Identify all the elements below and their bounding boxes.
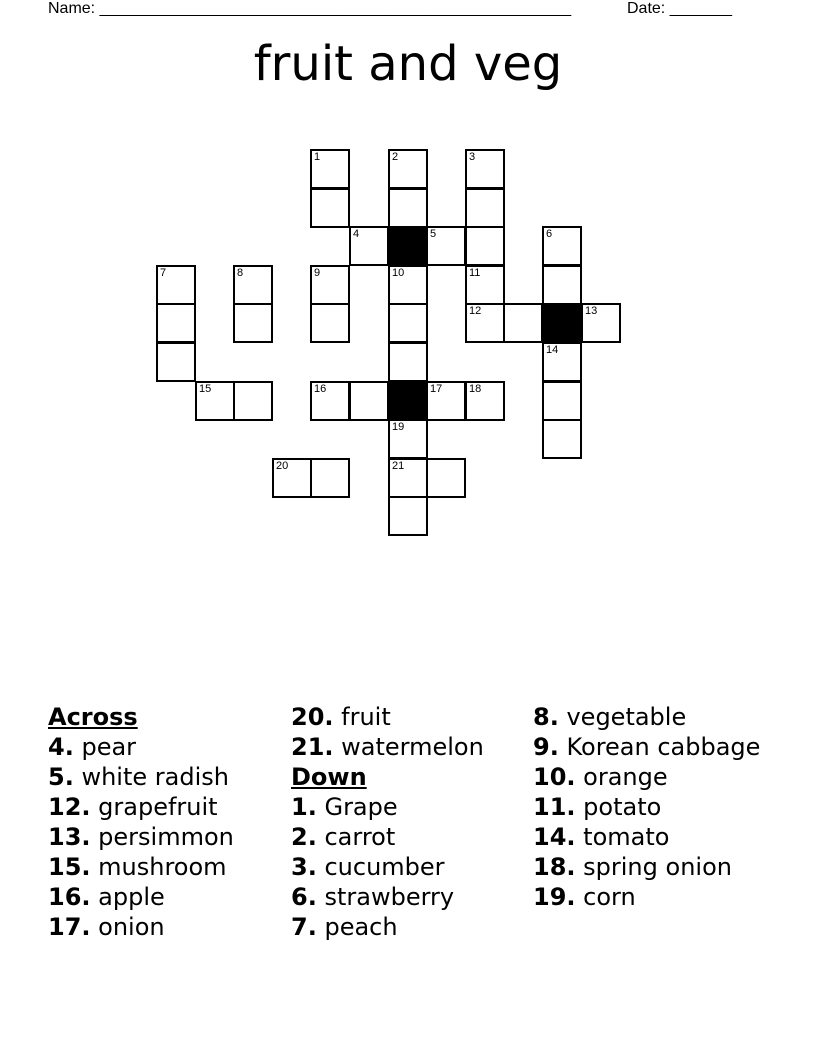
clue-item-text: spring onion: [583, 853, 732, 881]
grid-cell[interactable]: [349, 381, 389, 421]
clue-item-text: strawberry: [324, 883, 455, 911]
clue-item-text: grapefruit: [98, 793, 218, 821]
clue-item-text: tomato: [583, 823, 670, 851]
clue-number: 13: [585, 305, 598, 317]
grid-cell[interactable]: [272, 458, 312, 498]
grid-cell[interactable]: [310, 458, 350, 498]
clue-item-number: 13.: [48, 823, 91, 851]
grid-cell[interactable]: [310, 188, 350, 228]
clue-item-number: 21.: [291, 733, 334, 761]
grid-cell[interactable]: [426, 226, 466, 266]
clue-item: [533, 882, 768, 912]
clue-item: [291, 822, 526, 852]
clue-item: [533, 732, 768, 762]
clue-number: 5: [430, 228, 437, 240]
clue-item-number: 2.: [291, 823, 317, 851]
grid-cell[interactable]: [465, 188, 505, 228]
clue-item: [48, 852, 283, 882]
clue-number: 21: [392, 460, 405, 472]
grid-cell[interactable]: [233, 381, 273, 421]
clue-item-text: corn: [583, 883, 636, 911]
grid-cell[interactable]: [388, 342, 428, 382]
grid-cell[interactable]: [388, 419, 428, 459]
clue-number: 20: [276, 460, 289, 472]
clue-number: 12: [469, 305, 482, 317]
clue-item: [291, 732, 526, 762]
clue-item: [533, 852, 768, 882]
clue-item: [533, 762, 768, 792]
grid-cell[interactable]: [156, 303, 196, 343]
grid-block: [542, 303, 582, 343]
clue-number: 6: [546, 228, 553, 240]
clue-number: 1: [314, 151, 321, 163]
grid-cell[interactable]: [542, 265, 582, 305]
clue-number: 7: [160, 267, 167, 279]
clue-item-number: 14.: [533, 823, 576, 851]
clue-item: [291, 792, 526, 822]
grid-block: [388, 381, 428, 421]
grid-cell[interactable]: [388, 188, 428, 228]
clue-number: 8: [237, 267, 244, 279]
clue-item: [291, 852, 526, 882]
grid-cell[interactable]: [503, 303, 543, 343]
grid-cell[interactable]: [310, 265, 350, 305]
clue-item: [291, 882, 526, 912]
clue-item-number: 4.: [48, 733, 74, 761]
clue-item-text: pear: [81, 733, 137, 761]
clue-item-number: 9.: [533, 733, 559, 761]
puzzle-title: fruit and veg: [253, 36, 563, 92]
clue-number: 9: [314, 267, 321, 279]
grid-cell[interactable]: [542, 419, 582, 459]
clue-item: [48, 882, 283, 912]
clue-item-number: 3.: [291, 853, 317, 881]
clue-number: 16: [314, 383, 327, 395]
grid-cell[interactable]: [426, 381, 466, 421]
clue-number: 15: [199, 383, 212, 395]
clue-number: 10: [392, 267, 405, 279]
clue-number: 14: [546, 344, 559, 356]
grid-cell[interactable]: [233, 265, 273, 305]
clue-item-text: persimmon: [98, 823, 234, 851]
clue-item-text: Grape: [324, 793, 398, 821]
clue-item-number: 20.: [291, 703, 334, 731]
grid-cell[interactable]: [465, 265, 505, 305]
clue-item-text: carrot: [324, 823, 396, 851]
clue-item-number: 1.: [291, 793, 317, 821]
clue-number: 4: [353, 228, 360, 240]
grid-cell[interactable]: [388, 265, 428, 305]
grid-cell[interactable]: [156, 342, 196, 382]
clue-item: [48, 822, 283, 852]
clue-item-number: 18.: [533, 853, 576, 881]
grid-cell[interactable]: [310, 303, 350, 343]
clue-item-number: 12.: [48, 793, 91, 821]
clue-number: 11: [469, 267, 481, 279]
grid-cell[interactable]: [426, 458, 466, 498]
clue-item: [533, 792, 768, 822]
grid-cell[interactable]: [465, 226, 505, 266]
clue-item-number: 5.: [48, 763, 74, 791]
clue-column-1: [48, 702, 283, 942]
clue-item-number: 16.: [48, 883, 91, 911]
clue-number: 17: [430, 383, 443, 395]
clue-column-2: [291, 702, 526, 942]
grid-cell[interactable]: [388, 458, 428, 498]
grid-cell[interactable]: [465, 303, 505, 343]
clue-item-number: 6.: [291, 883, 317, 911]
clue-item: [291, 912, 526, 942]
grid-cell[interactable]: [349, 226, 389, 266]
clue-item-text: mushroom: [98, 853, 227, 881]
clue-item-text: orange: [583, 763, 668, 791]
date-field-line: Date: _______: [627, 0, 732, 17]
clue-item-text: potato: [583, 793, 662, 821]
clue-item: [48, 912, 283, 942]
clue-item: [533, 702, 768, 732]
name-field-line: Name: _____________________________________________________: [48, 0, 572, 17]
direction-heading: Across: [48, 703, 138, 731]
clue-item: [291, 702, 526, 732]
clue-item-text: vegetable: [566, 703, 687, 731]
clue-item-number: 11.: [533, 793, 576, 821]
grid-cell[interactable]: [195, 381, 235, 421]
clue-item-number: 8.: [533, 703, 559, 731]
clue-item: [48, 762, 283, 792]
clue-number: 2: [392, 151, 399, 163]
clue-item: [48, 792, 283, 822]
clue-item-text: Korean cabbage: [566, 733, 761, 761]
clue-item: [533, 822, 768, 852]
grid-cell[interactable]: [542, 381, 582, 421]
grid-cell[interactable]: [156, 265, 196, 305]
clue-item-text: fruit: [341, 703, 391, 731]
clue-item-text: apple: [98, 883, 165, 911]
clue-item-text: cucumber: [324, 853, 445, 881]
clue-item-text: peach: [324, 913, 398, 941]
grid-cell[interactable]: [310, 149, 350, 189]
clue-number: 18: [469, 383, 482, 395]
grid-cell[interactable]: [388, 149, 428, 189]
grid-cell[interactable]: [233, 303, 273, 343]
grid-cell[interactable]: [310, 381, 350, 421]
clue-item-text: watermelon: [341, 733, 484, 761]
grid-cell[interactable]: [542, 342, 582, 382]
clue-item-number: 7.: [291, 913, 317, 941]
clue-number: 3: [469, 151, 476, 163]
grid-cell[interactable]: [388, 303, 428, 343]
clue-item-number: 17.: [48, 913, 91, 941]
clue-item-number: 10.: [533, 763, 576, 791]
grid-cell[interactable]: [542, 226, 582, 266]
clue-item-text: white radish: [81, 763, 229, 791]
clue-column-3: [533, 702, 768, 912]
clue-item-number: 15.: [48, 853, 91, 881]
clue-item: [48, 732, 283, 762]
clue-number: 19: [392, 421, 405, 433]
clue-item-number: 19.: [533, 883, 576, 911]
clue-item-text: onion: [98, 913, 165, 941]
grid-cell[interactable]: [388, 496, 428, 536]
direction-heading: Down: [291, 763, 367, 791]
grid-block: [388, 226, 428, 266]
grid-cell[interactable]: [581, 303, 621, 343]
grid-cell[interactable]: [465, 149, 505, 189]
grid-cell[interactable]: [465, 381, 505, 421]
